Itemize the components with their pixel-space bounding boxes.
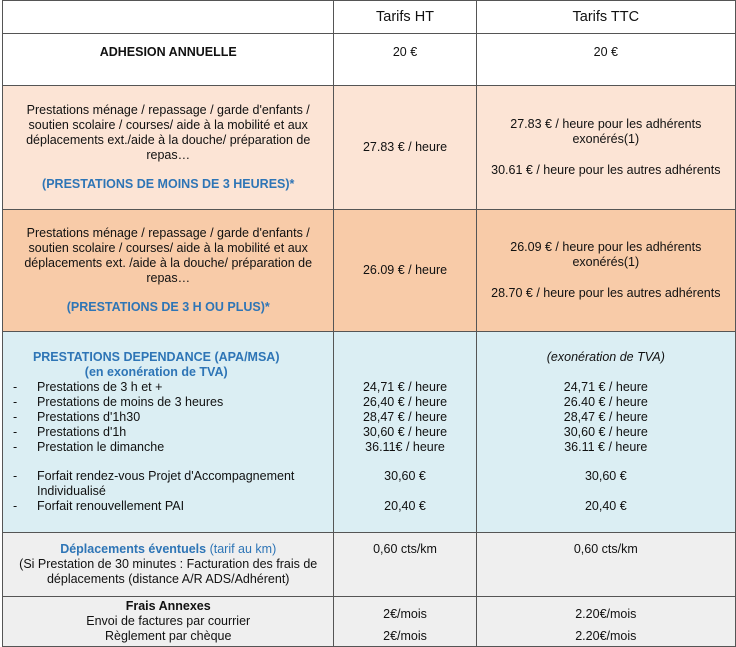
forfait-label: - Forfait rendez-vous Projet d'Accompagnement Individualisé: [3, 469, 333, 499]
deplacements-title: Déplacements éventuels: [60, 542, 207, 556]
dependance-subtitle: (en exonération de TVA): [84, 365, 228, 379]
frais-item-label: Envoi de factures par courrier: [86, 614, 251, 628]
prestations-moins-3h-desc-cell: [3, 86, 334, 210]
deplacements-ttc: 0,60 cts/km: [476, 533, 735, 597]
frais-ttc-value: 2.20€/mois: [575, 607, 637, 621]
adhesion-ht: 20 €: [334, 34, 476, 86]
adhesion-row: [3, 34, 736, 86]
dependance-item-label: - Prestations de moins de 3 heures: [3, 395, 333, 410]
frais-ht-value: 2€/mois: [383, 629, 427, 643]
dependance-item-label: - Prestation le dimanche: [3, 440, 333, 455]
forfait-ttc-value: 20,40 €: [584, 499, 627, 513]
header-row: [3, 1, 736, 34]
dependance-ht-value: 30,60 € / heure: [362, 425, 448, 439]
prestations-3h-plus-ttc-cell: [476, 210, 735, 332]
header-empty-cell: [3, 1, 334, 34]
tarifs-table: [2, 0, 736, 647]
prestations-3h-plus-desc: Prestations ménage / repassage / garde d'enfants / soutien scolaire / courses/ aide à la mobilité et aux déplacements ext. /aide à la douche/ préparation de repas…: [24, 226, 313, 285]
dependance-ht-value: 36.11€ / heure: [365, 440, 445, 454]
prestations-3h-plus-desc-cell: [3, 210, 334, 332]
adhesion-ttc: 20 €: [476, 34, 735, 86]
prestations-3h-plus-ttc-2: 28.70 € / heure pour les autres adhérents: [491, 286, 721, 300]
dependance-ttc-value: 26.40 € / heure: [563, 395, 648, 409]
dependance-title: PRESTATIONS DEPENDANCE (APA/MSA): [32, 350, 280, 364]
frais-ht-cell: [334, 597, 476, 647]
deplacements-row: [3, 533, 736, 597]
prestations-3h-plus-ttc-1: 26.09 € / heure pour les adhérents exonérés(1): [510, 240, 702, 269]
dependance-forfaits-list: [3, 469, 333, 514]
dependance-ht-value: 26,40 € / heure: [362, 395, 448, 409]
prestations-moins-3h-ttc-2: 30.61 € / heure pour les autres adhérents: [491, 163, 721, 177]
frais-ttc-value: 2.20€/mois: [575, 629, 637, 643]
frais-ht-value: 2€/mois: [383, 607, 427, 621]
dependance-ht-value: 28,47 € / heure: [362, 410, 448, 424]
forfait-label: - Forfait renouvellement PAI: [3, 499, 333, 514]
forfait-ht-value: 20,40 €: [384, 499, 426, 513]
prestations-3h-plus-row: [3, 210, 736, 332]
prestations-3h-plus-tag: (PRESTATIONS DE 3 H OU PLUS)*: [66, 300, 270, 314]
dependance-row: [3, 332, 736, 533]
prestations-moins-3h-ttc-cell: [476, 86, 735, 210]
deplacements-ht: 0,60 cts/km: [334, 533, 476, 597]
prestations-moins-3h-tag: (PRESTATIONS DE MOINS DE 3 HEURES)*: [42, 177, 295, 191]
frais-title: Frais Annexes: [125, 599, 211, 613]
frais-item-label: Règlement par chèque: [104, 629, 232, 643]
frais-ttc-cell: [476, 597, 735, 647]
deplacements-note: (Si Prestation de 30 minutes : Facturation des frais de déplacements (distance A/R ADS/Adhérent): [19, 557, 318, 586]
prestations-3h-plus-ht: 26.09 € / heure: [334, 210, 476, 332]
prestations-moins-3h-ttc-1: 27.83 € / heure pour les adhérents exonérés(1): [510, 117, 702, 146]
dependance-item-label: - Prestations de 3 h et +: [3, 380, 333, 395]
dependance-ttc-value: 36.11 € / heure: [564, 440, 648, 454]
dependance-item-label: - Prestations d'1h30: [3, 410, 333, 425]
deplacements-label-cell: [3, 533, 334, 597]
frais-label-cell: [3, 597, 334, 647]
deplacements-title-suffix: (tarif au km): [206, 542, 277, 556]
frais-row: [3, 597, 736, 647]
dependance-ttc-value: 30,60 € / heure: [563, 425, 648, 439]
forfait-ttc-value: 30,60 €: [584, 469, 627, 483]
dependance-ttc-cell: [476, 332, 735, 533]
prestations-moins-3h-ht: 27.83 € / heure: [334, 86, 476, 210]
adhesion-label: ADHESION ANNUELLE: [3, 34, 334, 86]
dependance-ttc-value: 24,71 € / heure: [563, 380, 648, 394]
header-tarifs-ht: Tarifs HT: [334, 1, 476, 34]
dependance-ht-cell: [334, 332, 476, 533]
forfait-ht-value: 30,60 €: [384, 469, 426, 483]
dependance-ttc-note: (exonération de TVA): [546, 350, 665, 364]
prestations-moins-3h-desc: Prestations ménage / repassage / garde d'enfants / soutien scolaire / courses/ aide à la mobilité et aux déplacements ext./aide à la douche/ préparation de repas…: [26, 103, 311, 162]
dependance-item-label: - Prestations d'1h: [3, 425, 333, 440]
dependance-items-list: [3, 380, 333, 455]
prestations-moins-3h-row: [3, 86, 736, 210]
dependance-ttc-value: 28,47 € / heure: [563, 410, 648, 424]
dependance-label-cell: [3, 332, 334, 533]
header-tarifs-ttc: Tarifs TTC: [476, 1, 735, 34]
dependance-ht-value: 24,71 € / heure: [362, 380, 448, 394]
